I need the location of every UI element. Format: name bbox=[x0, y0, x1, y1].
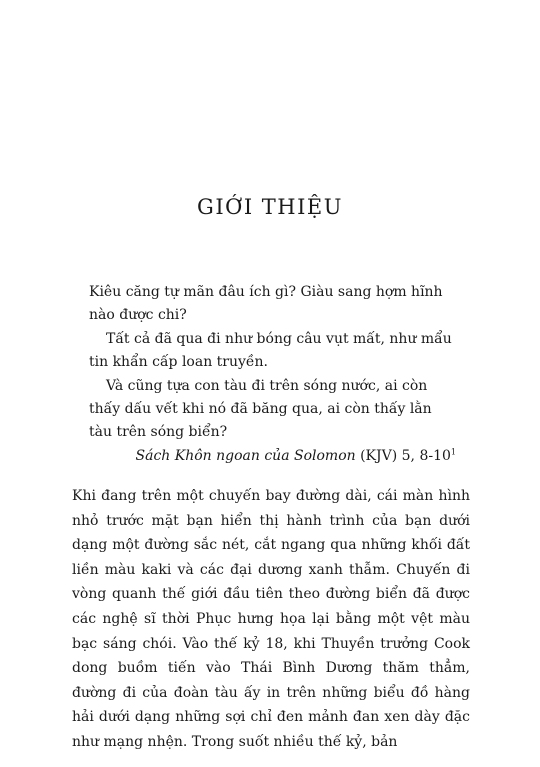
epigraph-line-2: Tất cả đã qua đi như bóng câu vụt mất, như mẩu tin khẩn cấp loan truyền. bbox=[89, 330, 452, 371]
epigraph-source bbox=[89, 445, 456, 468]
footnote-mark: 1 bbox=[450, 447, 456, 457]
epigraph-source-ref: (KJV) 5, 8-10 bbox=[355, 447, 451, 464]
body-paragraph: Khi đang trên một chuyến bay đường dài, cái màn hình nhỏ trước mặt bạn hiển thị hành trình của bạn dưới dạng một đường sắc nét, cắt ngang qua những khối đất liền màu kaki và các đại dương xanh thẫm. Chuyến đi vòng quanh thế giới đầu tiên theo đường biển đã được các nghệ sĩ thời Phục hưng họa lại bằng một vệt màu bạc sáng chói. Vào thế kỷ 18, khi Thuyền trưởng Cook dong buồm tiến vào Thái Bình Dương thăm thẳm, đường đi của đoàn tàu ấy in trên những biểu đồ hàng hải dưới dạng những sợi chỉ đen mảnh đan xen dày đặc như mạng nhện. Trong suốt nhiều thế kỷ, bản bbox=[72, 488, 470, 750]
epigraph-source-title: Sách Khôn ngoan của Solomon bbox=[135, 447, 356, 464]
epigraph bbox=[89, 281, 456, 468]
body-text bbox=[72, 484, 470, 755]
epigraph-line-3: Và cũng tựa con tàu đi trên sóng nước, ai còn thấy dấu vết khi nó đã băng qua, ai còn thấy lằn tàu trên sóng biển? bbox=[89, 377, 432, 441]
epigraph-line-1: Kiêu căng tự mãn đâu ích gì? Giàu sang hợm hĩnh nào được chi? bbox=[89, 284, 443, 324]
chapter-title: GIỚI THIỆU bbox=[197, 195, 343, 220]
